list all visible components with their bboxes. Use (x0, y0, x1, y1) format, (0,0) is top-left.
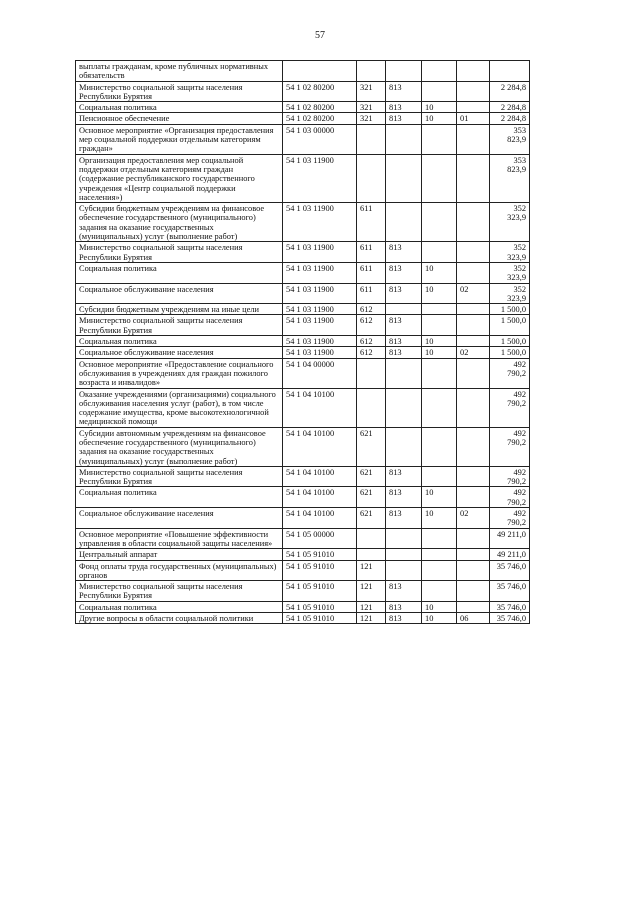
row-rz-cell (422, 315, 457, 336)
row-rz-cell (422, 242, 457, 263)
row-grbs-cell: 813 (386, 487, 422, 508)
row-sum-cell: 352 323,9 (490, 283, 530, 304)
row-name-cell: Субсидии бюджетным учреждениям на иные цели (76, 304, 283, 315)
row-sum-cell (490, 61, 530, 82)
row-vr-cell: 321 (357, 102, 386, 113)
row-name-cell: Министерство социальной защиты населения Республики Бурятия (76, 466, 283, 487)
row-pr-cell (457, 358, 490, 388)
row-vr-cell: 621 (357, 427, 386, 466)
row-vr-cell (357, 61, 386, 82)
row-vr-cell: 611 (357, 262, 386, 283)
row-name-cell: Министерство социальной защиты населения Республики Бурятия (76, 81, 283, 102)
row-name-cell: Социальное обслуживание населения (76, 347, 283, 358)
row-grbs-cell: 813 (386, 466, 422, 487)
row-code-cell: 54 1 04 10100 (283, 388, 357, 427)
row-rz-cell: 10 (422, 336, 457, 347)
row-vr-cell (357, 154, 386, 202)
row-grbs-cell (386, 528, 422, 549)
row-grbs-cell (386, 124, 422, 154)
row-vr-cell: 121 (357, 560, 386, 581)
row-sum-cell: 492 790,2 (490, 466, 530, 487)
row-name-cell: Социальная политика (76, 601, 283, 612)
row-sum-cell: 49 211,0 (490, 549, 530, 560)
row-grbs-cell: 813 (386, 262, 422, 283)
table-row (76, 262, 530, 283)
row-grbs-cell: 813 (386, 508, 422, 529)
row-grbs-cell: 813 (386, 613, 422, 624)
row-rz-cell (422, 528, 457, 549)
row-rz-cell (422, 81, 457, 102)
row-pr-cell (457, 560, 490, 581)
row-name-cell: Основное мероприятие «Организация предоставления мер социальной поддержки отдельным категориям граждан» (76, 124, 283, 154)
row-rz-cell (422, 124, 457, 154)
row-grbs-cell: 813 (386, 315, 422, 336)
row-name-cell: Другие вопросы в области социальной политики (76, 613, 283, 624)
row-code-cell: 54 1 03 00000 (283, 124, 357, 154)
row-rz-cell: 10 (422, 601, 457, 612)
row-vr-cell: 121 (357, 601, 386, 612)
row-name-cell: Министерство социальной защиты населения Республики Бурятия (76, 581, 283, 602)
row-grbs-cell: 813 (386, 102, 422, 113)
row-code-cell: 54 1 03 11900 (283, 154, 357, 202)
row-rz-cell (422, 358, 457, 388)
row-rz-cell: 10 (422, 283, 457, 304)
row-code-cell: 54 1 03 11900 (283, 203, 357, 242)
row-pr-cell (457, 487, 490, 508)
table-row (76, 613, 530, 624)
row-pr-cell (457, 315, 490, 336)
row-code-cell (283, 61, 357, 82)
table-row (76, 549, 530, 560)
row-sum-cell: 35 746,0 (490, 560, 530, 581)
row-rz-cell: 10 (422, 113, 457, 124)
row-pr-cell (457, 304, 490, 315)
row-name-cell: Субсидии автономным учреждениям на финансовое обеспечение государственного (муниципального) задания на оказание государственных (муниципальных) услуг (выполнение работ) (76, 427, 283, 466)
table-row (76, 560, 530, 581)
row-name-cell: Фонд оплаты труда государственных (муниципальных) органов (76, 560, 283, 581)
row-grbs-cell: 813 (386, 601, 422, 612)
row-rz-cell: 10 (422, 508, 457, 529)
row-rz-cell (422, 61, 457, 82)
row-pr-cell: 02 (457, 508, 490, 529)
row-vr-cell: 611 (357, 203, 386, 242)
row-grbs-cell (386, 388, 422, 427)
row-sum-cell: 1 500,0 (490, 304, 530, 315)
row-sum-cell: 1 500,0 (490, 347, 530, 358)
row-code-cell: 54 1 05 91010 (283, 613, 357, 624)
row-vr-cell (357, 528, 386, 549)
row-code-cell: 54 1 02 80200 (283, 102, 357, 113)
row-pr-cell (457, 528, 490, 549)
table-row (76, 347, 530, 358)
row-grbs-cell (386, 61, 422, 82)
row-pr-cell (457, 427, 490, 466)
table-row (76, 242, 530, 263)
row-sum-cell: 35 746,0 (490, 601, 530, 612)
row-vr-cell: 621 (357, 487, 386, 508)
row-code-cell: 54 1 04 10100 (283, 487, 357, 508)
row-pr-cell (457, 102, 490, 113)
row-sum-cell: 353 823,9 (490, 124, 530, 154)
row-grbs-cell (386, 203, 422, 242)
row-sum-cell: 492 790,2 (490, 508, 530, 529)
row-rz-cell (422, 466, 457, 487)
row-rz-cell: 10 (422, 613, 457, 624)
table-row (76, 336, 530, 347)
row-pr-cell: 01 (457, 113, 490, 124)
row-grbs-cell: 813 (386, 336, 422, 347)
budget-table-body (76, 61, 530, 624)
row-pr-cell (457, 61, 490, 82)
row-rz-cell: 10 (422, 102, 457, 113)
row-vr-cell (357, 124, 386, 154)
row-grbs-cell (386, 427, 422, 466)
row-grbs-cell (386, 549, 422, 560)
table-row (76, 113, 530, 124)
row-sum-cell: 2 284,8 (490, 81, 530, 102)
table-row (76, 304, 530, 315)
page-number: 57 (315, 30, 325, 41)
row-name-cell: Оказание учреждениями (организациями) социального обслуживания населения услуг (работ), в том числе содержание имущества, кроме высокотехнологичной медицинской помощи (76, 388, 283, 427)
row-name-cell: Министерство социальной защиты населения Республики Бурятия (76, 242, 283, 263)
row-sum-cell: 492 790,2 (490, 388, 530, 427)
table-row (76, 388, 530, 427)
row-sum-cell: 353 823,9 (490, 154, 530, 202)
row-sum-cell: 35 746,0 (490, 613, 530, 624)
row-name-cell: Социальная политика (76, 336, 283, 347)
row-code-cell: 54 1 04 10100 (283, 427, 357, 466)
row-name-cell: Пенсионное обеспечение (76, 113, 283, 124)
row-name-cell: выплаты гражданам, кроме публичных нормативных обязательств (76, 61, 283, 82)
row-sum-cell: 1 500,0 (490, 315, 530, 336)
table-row (76, 581, 530, 602)
row-code-cell: 54 1 05 91010 (283, 560, 357, 581)
table-row (76, 81, 530, 102)
row-sum-cell: 352 323,9 (490, 262, 530, 283)
row-pr-cell (457, 154, 490, 202)
row-sum-cell: 2 284,8 (490, 102, 530, 113)
row-grbs-cell: 813 (386, 242, 422, 263)
row-pr-cell (457, 466, 490, 487)
row-grbs-cell (386, 304, 422, 315)
row-grbs-cell: 813 (386, 81, 422, 102)
row-vr-cell: 121 (357, 581, 386, 602)
row-code-cell: 54 1 04 10100 (283, 508, 357, 529)
row-pr-cell (457, 203, 490, 242)
table-row (76, 124, 530, 154)
row-rz-cell (422, 154, 457, 202)
row-name-cell: Социальное обслуживание населения (76, 508, 283, 529)
row-rz-cell (422, 581, 457, 602)
row-pr-cell (457, 262, 490, 283)
row-pr-cell: 06 (457, 613, 490, 624)
table-row (76, 154, 530, 202)
row-name-cell: Основное мероприятие «Повышение эффективности управления в области социальной защиты населения» (76, 528, 283, 549)
row-name-cell: Основное мероприятие «Предоставление социального обслуживания в учреждениях для граждан пожилого возраста и инвалидов» (76, 358, 283, 388)
row-rz-cell (422, 388, 457, 427)
row-pr-cell (457, 81, 490, 102)
table-row (76, 61, 530, 82)
row-rz-cell (422, 203, 457, 242)
row-grbs-cell: 813 (386, 347, 422, 358)
row-code-cell: 54 1 03 11900 (283, 242, 357, 263)
row-code-cell: 54 1 03 11900 (283, 304, 357, 315)
table-row (76, 487, 530, 508)
row-pr-cell (457, 124, 490, 154)
budget-table (75, 60, 530, 624)
table-row (76, 358, 530, 388)
row-code-cell: 54 1 05 00000 (283, 528, 357, 549)
row-sum-cell: 352 323,9 (490, 203, 530, 242)
table-row (76, 102, 530, 113)
row-rz-cell (422, 304, 457, 315)
row-pr-cell: 02 (457, 347, 490, 358)
row-pr-cell (457, 549, 490, 560)
row-name-cell: Центральный аппарат (76, 549, 283, 560)
row-code-cell: 54 1 03 11900 (283, 315, 357, 336)
row-pr-cell (457, 388, 490, 427)
row-vr-cell: 612 (357, 347, 386, 358)
row-vr-cell (357, 388, 386, 427)
row-pr-cell (457, 601, 490, 612)
row-grbs-cell (386, 560, 422, 581)
row-code-cell: 54 1 03 11900 (283, 336, 357, 347)
table-row (76, 508, 530, 529)
row-code-cell: 54 1 02 80200 (283, 113, 357, 124)
row-vr-cell: 321 (357, 81, 386, 102)
row-rz-cell (422, 549, 457, 560)
row-code-cell: 54 1 05 91010 (283, 549, 357, 560)
row-sum-cell: 352 323,9 (490, 242, 530, 263)
row-vr-cell: 612 (357, 304, 386, 315)
row-sum-cell: 35 746,0 (490, 581, 530, 602)
row-name-cell: Социальная политика (76, 262, 283, 283)
row-name-cell: Социальная политика (76, 487, 283, 508)
row-grbs-cell: 813 (386, 581, 422, 602)
row-pr-cell: 02 (457, 283, 490, 304)
row-rz-cell: 10 (422, 487, 457, 508)
row-vr-cell: 121 (357, 613, 386, 624)
row-pr-cell (457, 336, 490, 347)
table-row (76, 203, 530, 242)
row-vr-cell: 611 (357, 242, 386, 263)
row-vr-cell: 612 (357, 336, 386, 347)
row-pr-cell (457, 242, 490, 263)
row-vr-cell (357, 549, 386, 560)
row-sum-cell: 492 790,2 (490, 427, 530, 466)
row-code-cell: 54 1 03 11900 (283, 283, 357, 304)
row-vr-cell: 321 (357, 113, 386, 124)
table-row (76, 427, 530, 466)
row-rz-cell: 10 (422, 347, 457, 358)
row-code-cell: 54 1 04 00000 (283, 358, 357, 388)
row-code-cell: 54 1 04 10100 (283, 466, 357, 487)
row-vr-cell (357, 358, 386, 388)
row-grbs-cell (386, 358, 422, 388)
table-row (76, 601, 530, 612)
row-pr-cell (457, 581, 490, 602)
row-name-cell: Министерство социальной защиты населения Республики Бурятия (76, 315, 283, 336)
row-name-cell: Организация предоставления мер социальной поддержки отдельным категориям граждан (содержание республиканского государственного учреждения «Центр социальной поддержки населения») (76, 154, 283, 202)
row-rz-cell: 10 (422, 262, 457, 283)
row-sum-cell: 492 790,2 (490, 487, 530, 508)
row-vr-cell: 621 (357, 466, 386, 487)
row-code-cell: 54 1 03 11900 (283, 262, 357, 283)
table-row (76, 528, 530, 549)
row-rz-cell (422, 427, 457, 466)
row-rz-cell (422, 560, 457, 581)
row-vr-cell: 612 (357, 315, 386, 336)
row-code-cell: 54 1 05 91010 (283, 601, 357, 612)
row-grbs-cell (386, 154, 422, 202)
table-row (76, 466, 530, 487)
row-grbs-cell: 813 (386, 283, 422, 304)
row-sum-cell: 492 790,2 (490, 358, 530, 388)
row-name-cell: Социальная политика (76, 102, 283, 113)
row-code-cell: 54 1 05 91010 (283, 581, 357, 602)
row-code-cell: 54 1 02 80200 (283, 81, 357, 102)
row-sum-cell: 49 211,0 (490, 528, 530, 549)
row-vr-cell: 611 (357, 283, 386, 304)
row-name-cell: Субсидии бюджетным учреждениям на финансовое обеспечение государственного (муниципального) задания на оказание государственных (муниципальных) услуг (выполнение работ) (76, 203, 283, 242)
row-sum-cell: 1 500,0 (490, 336, 530, 347)
table-row (76, 315, 530, 336)
row-code-cell: 54 1 03 11900 (283, 347, 357, 358)
row-vr-cell: 621 (357, 508, 386, 529)
row-grbs-cell: 813 (386, 113, 422, 124)
row-name-cell: Социальное обслуживание населения (76, 283, 283, 304)
row-sum-cell: 2 284,8 (490, 113, 530, 124)
table-row (76, 283, 530, 304)
